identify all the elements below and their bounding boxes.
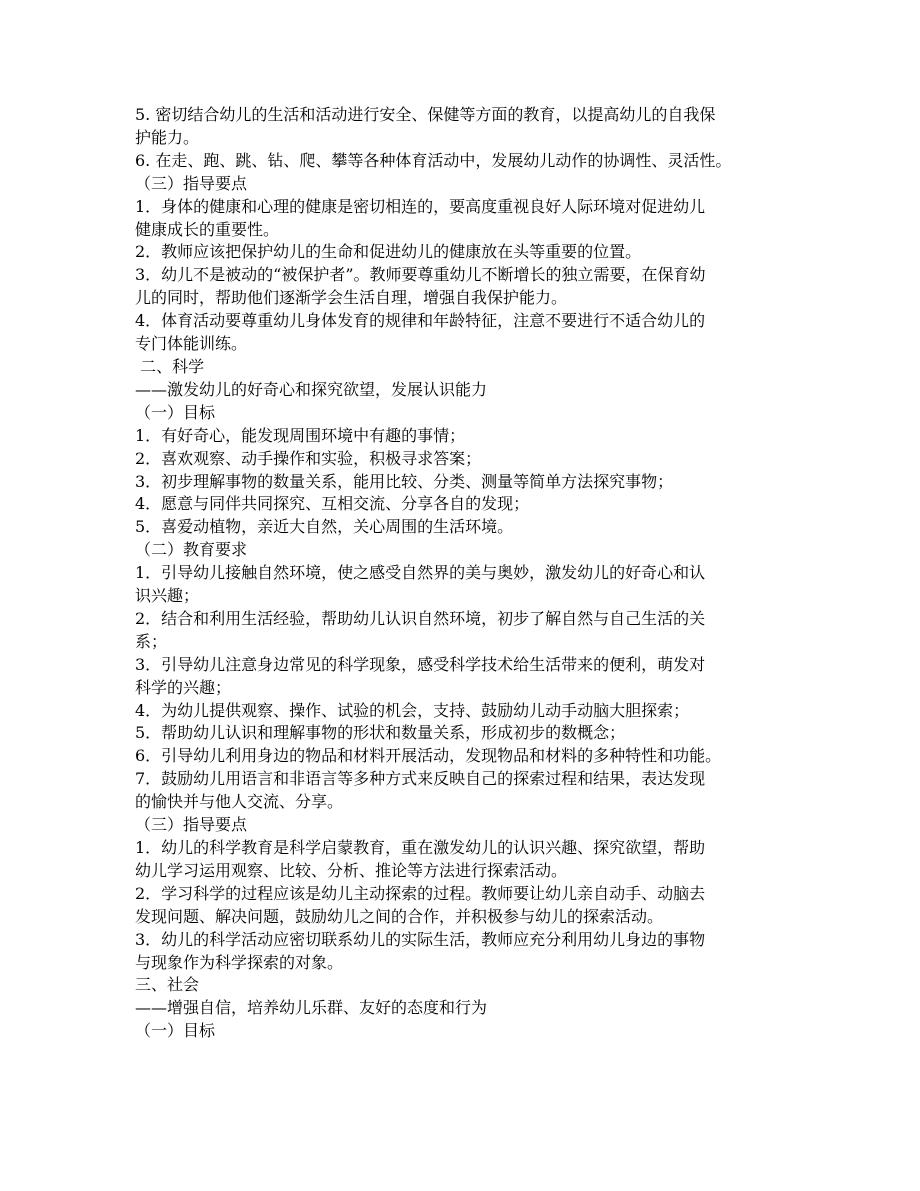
text-line: 4．体育活动要尊重幼儿身体发育的规律和年龄特征，注意不要进行不适合幼儿的: [135, 311, 706, 331]
text-line: 3．幼儿的科学活动应密切联系幼儿的实际生活，教师应充分利用幼儿身边的事物: [135, 929, 706, 949]
text-line: 幼儿学习运用观察、比较、分析、推论等方法进行探索活动。: [135, 860, 568, 880]
text-line: 4．愿意与同伴共同探究、互相交流、分享各自的发现；: [135, 494, 530, 514]
section-heading: （一）目标: [135, 402, 216, 422]
text-line: 的愉快并与他人交流、分享。: [135, 792, 344, 812]
text-line: 5. 密切结合幼儿的生活和活动进行安全、保健等方面的教育，以提高幼儿的自我保: [135, 105, 716, 124]
text-line: 5．喜爱动植物，亲近大自然，关心周围的生活环境。: [135, 517, 514, 537]
text-line: 发现问题、解决问题，鼓励幼儿之间的合作，并积极参与幼儿的探索活动。: [135, 906, 664, 926]
text-line: 科学的兴趣；: [135, 677, 232, 697]
text-line: 3．初步理解事物的数量关系，能用比较、分类、测量等简单方法探究事物；: [135, 471, 674, 491]
text-line: 专门体能训练。: [135, 334, 248, 354]
text-line: 1．身体的健康和心理的健康是密切相连的，要高度重视良好人际环境对促进幼儿: [135, 196, 706, 216]
section-heading: （二）教育要求: [135, 540, 248, 560]
text-line: 2．结合和利用生活经验，帮助幼儿认识自然环境，初步了解自然与自己生活的关: [135, 608, 706, 628]
text-line: 6．引导幼儿利用身边的物品和材料开展活动，发现物品和材料的多种特性和功能。: [135, 746, 722, 766]
text-line: 4．为幼儿提供观察、操作、试验的机会，支持、鼓励幼儿动手动脑大胆探索；: [135, 700, 690, 720]
text-line: 护能力。: [135, 127, 200, 147]
chapter-subtitle: ——激发幼儿的好奇心和探究欲望，发展认识能力: [135, 379, 488, 399]
text-line: 儿的同时，帮助他们逐渐学会生活自理，增强自我保护能力。: [135, 288, 568, 308]
text-line: 7．鼓励幼儿用语言和非语言等多种方式来反映自己的探索过程和结果，表达发现: [135, 769, 706, 789]
chapter-subtitle: ——增强自信，培养幼儿乐群、友好的态度和行为: [135, 998, 488, 1018]
text-line: 1．有好奇心，能发现周围环境中有趣的事情；: [135, 425, 466, 445]
chapter-heading: 三、社会: [135, 975, 200, 995]
text-line: 识兴趣；: [135, 586, 200, 606]
chapter-heading: 二、科学: [135, 356, 205, 376]
section-heading: （三）指导要点: [135, 173, 248, 193]
text-line: 5．帮助幼儿认识和理解事物的形状和数量关系，形成初步的数概念；: [135, 723, 626, 743]
text-line: 健康成长的重要性。: [135, 219, 280, 239]
text-line: 2．教师应该把保护幼儿的生命和促进幼儿的健康放在头等重要的位置。: [135, 242, 642, 262]
text-line: 1．引导幼儿接触自然环境，使之感受自然界的美与奥妙，激发幼儿的好奇心和认: [135, 563, 706, 583]
text-line: 1．幼儿的科学教育是科学启蒙教育，重在激发幼儿的认识兴趣、探究欲望，帮助: [135, 838, 706, 857]
text-line: 与现象作为科学探索的对象。: [135, 952, 344, 972]
text-line: 3．引导幼儿注意身边常见的科学现象，感受科学技术给生活带来的便利，萌发对: [135, 654, 706, 674]
text-line: 2．喜欢观察、动手操作和实验，积极寻求答案；: [135, 448, 482, 468]
document-page: [135, 104, 787, 1043]
text-line: 6. 在走、跑、跳、钻、爬、攀等各种体育活动中，发展幼儿动作的协调性、灵活性。: [135, 150, 732, 170]
text-line: 3．幼儿不是被动的“被保护者”。教师要尊重幼儿不断增长的独立需要，在保育幼: [135, 265, 706, 285]
section-heading: （三）指导要点: [135, 815, 248, 835]
text-line: 2．学习科学的过程应该是幼儿主动探索的过程。教师要让幼儿亲自动手、动脑去: [135, 883, 706, 903]
section-heading: （一）目标: [135, 1021, 216, 1041]
text-line: 系；: [135, 631, 168, 651]
